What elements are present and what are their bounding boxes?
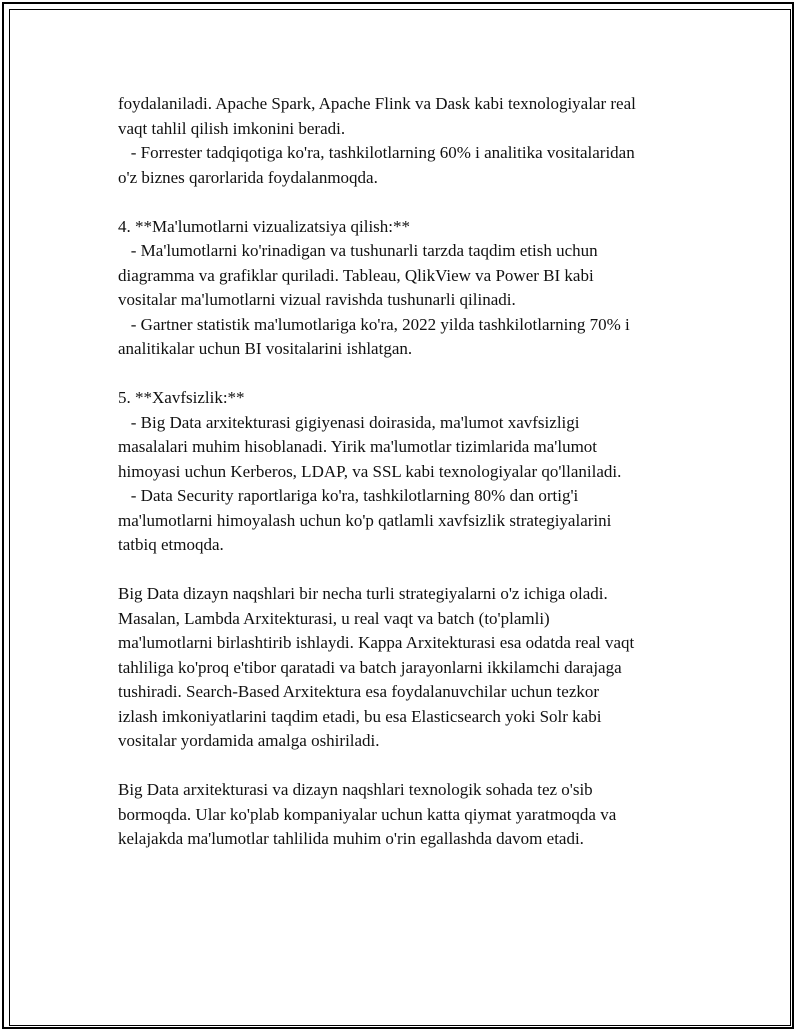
text-line: ma'lumotlarni birlashtirib ishlaydi. Kappa Arxitekturasi esa odatda real vaqt [118, 633, 635, 652]
text-line: vositalar ma'lumotlarni vizual ravishda tushunarli qilinadi. [118, 290, 516, 309]
paragraph-gap [118, 190, 688, 215]
text-line: Big Data dizayn naqshlari bir necha turli strategiyalarni o'z ichiga oladi. [118, 584, 608, 603]
text-line: tushiradi. Search-Based Arxitektura esa foydalanuvchilar uchun tezkor [118, 682, 600, 701]
text-line: tatbiq etmoqda. [118, 535, 224, 554]
paragraph-gap [118, 754, 688, 779]
text-line: bormoqda. Ular ko'plab kompaniyalar uchun katta qiymat yaratmoqda va [118, 804, 617, 824]
text-line: himoyasi uchun Kerberos, LDAP, va SSL kabi texnologiyalar qo'llaniladi. [118, 461, 622, 481]
text-line: - Data Security raportlariga ko'ra, tashkilotlarning 80% dan ortig'i [118, 486, 579, 505]
text-line: Masalan, Lambda Arxitekturasi, u real vaqt va batch (to'plamli) [118, 608, 550, 628]
text-line: vaqt tahlil qilish imkonini beradi. [118, 118, 346, 138]
text-line: - Gartner statistik ma'lumotlariga ko'ra, 2022 yilda tashkilotlarning 70% i [118, 314, 630, 334]
document-body [118, 92, 688, 852]
text-line: diagramma va grafiklar quriladi. Tableau, QlikView va Power BI kabi [118, 265, 594, 285]
text-line: masalalari muhim hisoblanadi. Yirik ma'lumotlar tizimlarida ma'lumot [118, 437, 598, 456]
text-line: - Forrester tadqiqotiga ko'ra, tashkilotlarning 60% i analitika vositalaridan [118, 143, 635, 162]
section-heading: 5. **Xavfsizlik:** [118, 388, 245, 407]
text-line: kelajakda ma'lumotlar tahlilida muhim o'rin egallashda davom etadi. [118, 829, 584, 848]
text-line: foydalaniladi. Apache Spark, Apache Flink va Dask kabi texnologiyalar real [118, 94, 636, 113]
text-line: Big Data arxitekturasi va dizayn naqshlari texnologik sohada tez o'sib [118, 780, 593, 799]
text-line: tahliliga ko'proq e'tibor qaratadi va batch jarayonlarni ikkilamchi darajaga [118, 657, 622, 677]
paragraph-gap [118, 558, 688, 583]
section-heading: 4. **Ma'lumotlarni vizualizatsiya qilish:** [118, 216, 411, 236]
text-line: analitikalar uchun BI vositalarini ishlatgan. [118, 339, 413, 358]
text-line: ma'lumotlarni himoyalash uchun ko'p qatlamli xavfsizlik strategiyalarini [118, 510, 612, 530]
paragraph-gap [118, 362, 688, 387]
text-line: o'z biznes qarorlarida foydalanmoqda. [118, 167, 378, 187]
text-line: - Ma'lumotlarni ko'rinadigan va tushunarli tarzda taqdim etish uchun [118, 241, 598, 260]
text-line: vositalar yordamida amalga oshiriladi. [118, 731, 380, 750]
text-line: izlash imkoniyatlarini taqdim etadi, bu esa Elasticsearch yoki Solr kabi [118, 706, 602, 726]
text-line: - Big Data arxitekturasi gigiyenasi doirasida, ma'lumot xavfsizligi [118, 412, 580, 432]
